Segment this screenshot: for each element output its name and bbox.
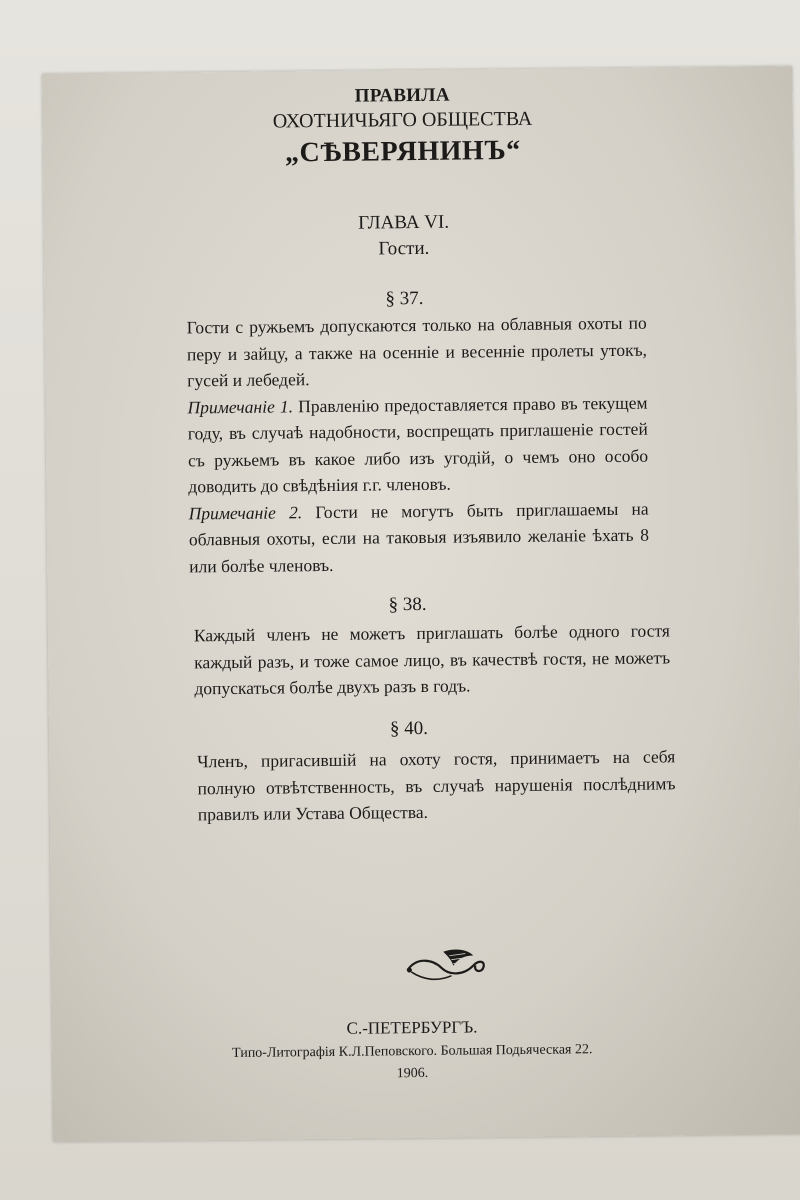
section-number: § 40. <box>389 717 429 740</box>
section-number: § 37. <box>385 287 424 310</box>
section-text: Членъ, пригасившiй на охоту гостя, принимаетъ на себя полную отвѣтственность, въ случаѣ нарушенiя послѣднимъ правилъ или Устава Общества. <box>197 746 676 825</box>
chapter-subtitle: Гости. <box>378 237 430 260</box>
leaf-flourish-icon <box>403 945 487 990</box>
imprint-printer: Типо-Литографiя К.Л.Пеповского. Большая Подьяческая 22. <box>232 1042 593 1061</box>
note-text: Правленiю предоставляется право въ текущем году, въ случаѣ надобности, воспрещать приглашенiе гостей съ ружьемъ въ какое либо изъ угодiй, о чемъ оно особо доводить до свѣдѣнiия г.г. членовъ. <box>187 392 649 497</box>
note-2 <box>188 495 649 579</box>
chapter-heading <box>44 208 764 264</box>
note-text: Гости не могутъ быть приглашаемы на облавныя охоты, если на таковыя изъявило желанiе ѣхать 8 или болѣе членовъ. <box>188 498 649 576</box>
section-40-body <box>197 743 676 828</box>
note-1 <box>187 389 648 500</box>
header-society-name: „СѢВЕРЯНИНЪ“ <box>284 134 521 169</box>
document-header <box>42 81 763 172</box>
header-title: ПРАВИЛА <box>354 84 450 107</box>
section-37-body <box>187 310 650 580</box>
section-text: Гости с ружьемъ допускаются только на облавныя охоты по перу и зайцу, а также на осеннiе и весеннiе пролеты утокъ, гусей и лебедей. <box>186 312 648 391</box>
note-label: Примечанiе 2. <box>188 501 303 523</box>
note-label: Примечанiе 1. <box>187 395 294 417</box>
chapter-title: ГЛАВА VI. <box>358 211 450 234</box>
document-page <box>42 66 800 1142</box>
header-society: ОХОТНИЧЬЯГО ОБЩЕСТВА <box>272 107 533 133</box>
section-38-body <box>194 617 671 701</box>
section-text: Каждый членъ не можетъ приглашать болѣе одного гостя каждый разъ, и тоже самое лицо, въ качествѣ гостя, не можетъ допускаться болѣе двухъ разъ в годъ. <box>193 620 671 699</box>
imprint <box>52 1014 773 1086</box>
section-number: § 38. <box>388 593 427 616</box>
imprint-year: 1906. <box>396 1065 429 1082</box>
imprint-city: С.-ПЕТЕРБУРГЪ. <box>346 1017 478 1038</box>
